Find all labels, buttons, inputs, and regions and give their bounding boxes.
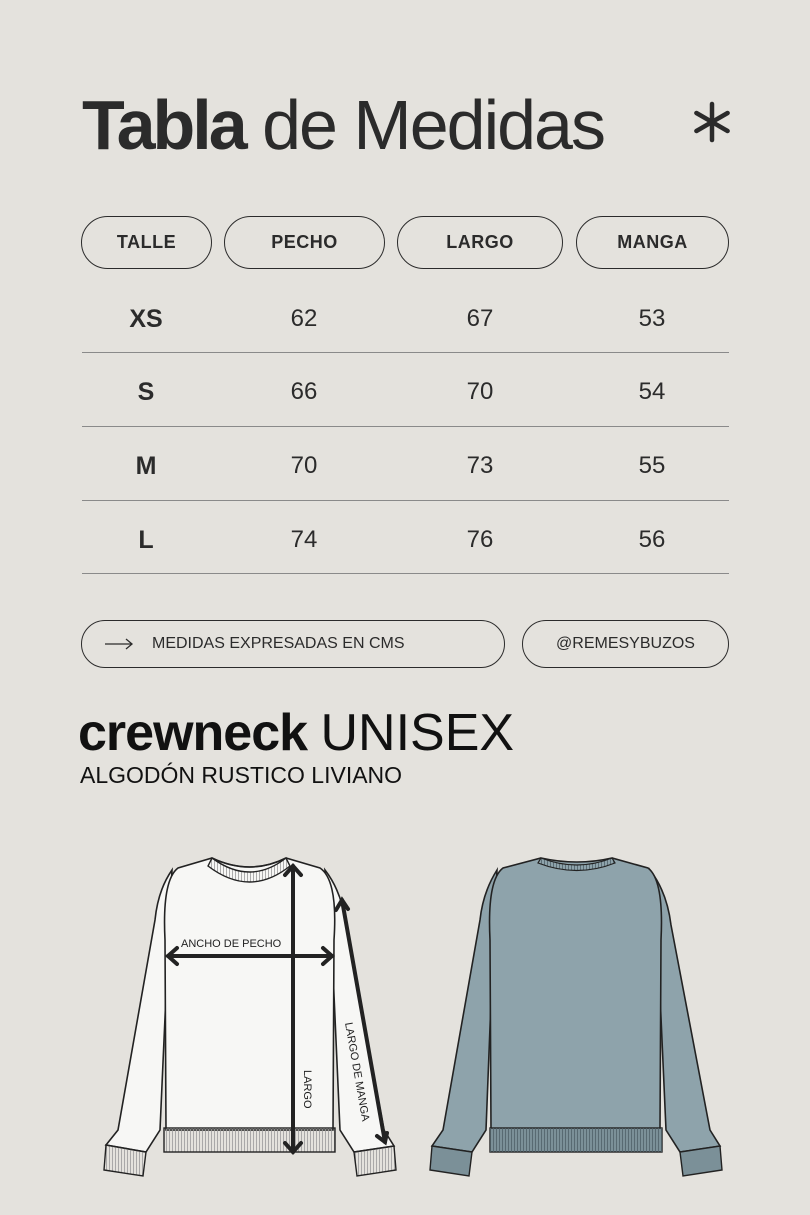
table-cell-pecho: 70 <box>290 452 318 479</box>
asterisk-icon <box>690 100 734 144</box>
chest-label: ANCHO DE PECHO <box>181 938 282 950</box>
table-cell-size: XS <box>129 305 163 333</box>
arrow-right-icon <box>104 637 134 651</box>
product-material: ALGODÓN RUSTICO LIVIANO <box>80 762 403 788</box>
title-rest: de Medidas <box>262 86 604 164</box>
header-pecho: PECHO <box>224 216 385 269</box>
back-sweatshirt <box>430 858 722 1176</box>
row-divider <box>82 426 729 427</box>
table-cell-largo: 76 <box>466 526 494 553</box>
title-bold: Tabla <box>82 86 245 164</box>
handle-badge <box>522 620 729 668</box>
header-talle: TALLE <box>81 216 212 269</box>
table-cell-largo: 70 <box>466 378 494 405</box>
row-divider <box>82 573 729 574</box>
header-largo: LARGO <box>397 216 563 269</box>
table-cell-manga: 55 <box>638 452 666 479</box>
product-name <box>78 702 514 764</box>
front-sweatshirt <box>104 858 396 1176</box>
table-cell-largo: 67 <box>466 305 494 332</box>
units-note <box>81 620 505 668</box>
row-divider <box>82 352 729 353</box>
table-cell-manga: 56 <box>638 526 666 553</box>
table-cell-size: L <box>138 526 154 554</box>
table-cell-pecho: 62 <box>290 305 318 332</box>
handle-text: @REMESYBUZOS <box>556 635 695 652</box>
garment-illustration <box>0 830 810 1215</box>
row-divider <box>82 500 729 501</box>
table-cell-pecho: 74 <box>290 526 318 553</box>
header-manga: MANGA <box>576 216 729 269</box>
table-cell-manga: 54 <box>638 378 666 405</box>
table-cell-pecho: 66 <box>290 378 318 405</box>
units-note-text: MEDIDAS EXPRESADAS EN CMS <box>152 635 405 652</box>
table-cell-size: M <box>135 452 157 480</box>
sleeve-label: LARGO DE MANGA <box>342 1021 372 1123</box>
product-name-bold: crewneck <box>78 704 308 762</box>
table-cell-largo: 73 <box>466 452 494 479</box>
table-cell-size: S <box>137 378 155 406</box>
length-label: LARGO <box>301 1070 313 1109</box>
page-title <box>82 80 604 170</box>
product-name-rest: UNISEX <box>320 704 515 762</box>
table-cell-manga: 53 <box>638 305 666 332</box>
